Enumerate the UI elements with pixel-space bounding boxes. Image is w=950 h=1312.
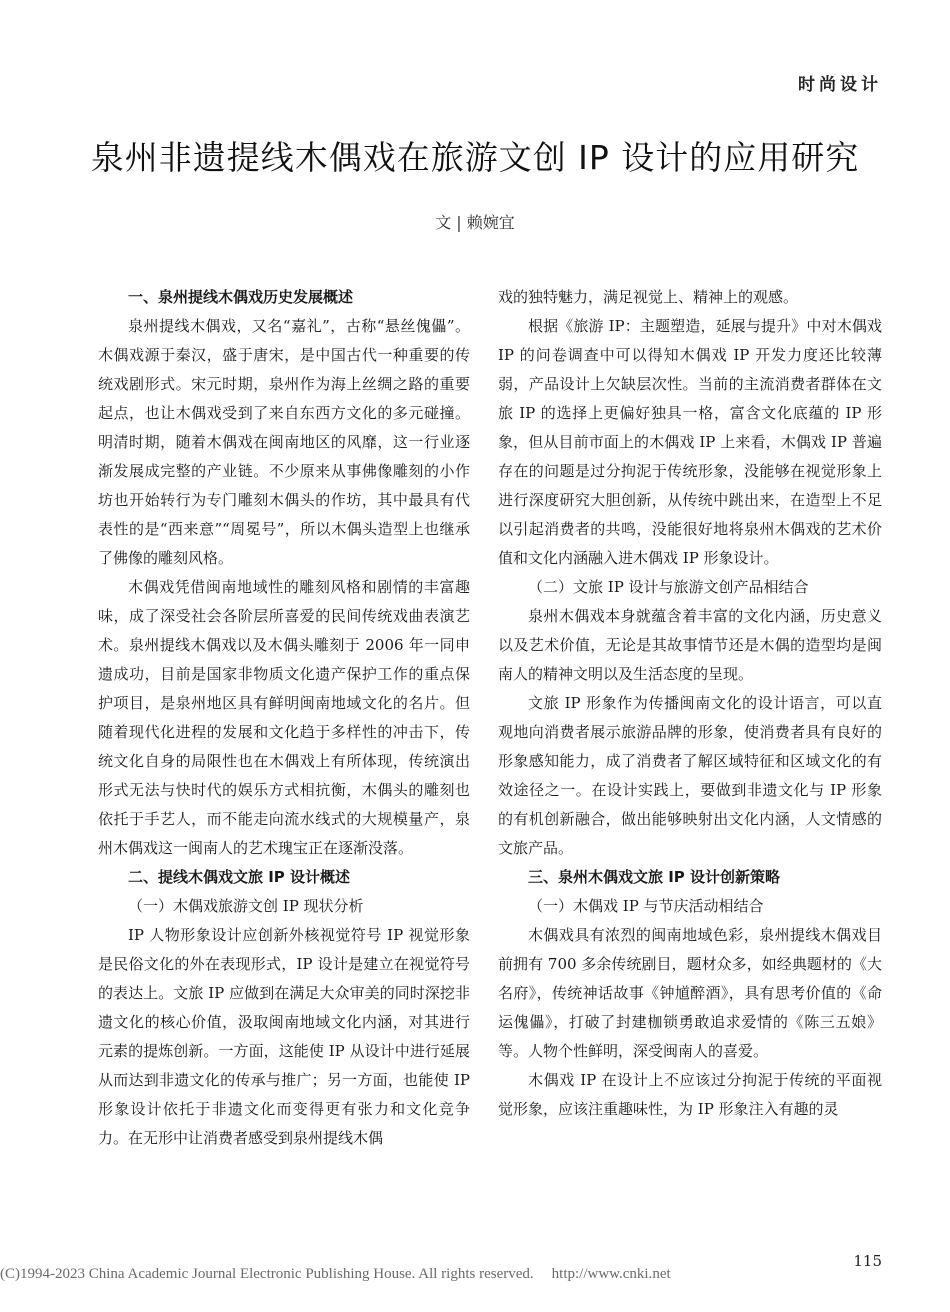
paragraph: IP 人物形象设计应创新外核视觉符号 IP 视觉形象是民俗文化的外在表现形式，IP 设计是建立在视觉符号的表达上。文旅 IP 应做到在满足大众审美的同时深挖非遗文化的核心价值，汲取闽南地域文化内涵，对其进行元素的提炼创新。一方面，这能使 IP 从设计中进行延展从而达到非遗文化的传承与推广；另一方面，也能使 IP 形象设计依托于非遗文化而变得更有张力和文化竞争力。在无形中让消费者感受到泉州提线木偶	[98, 926, 470, 1147]
section-heading-1: 一、泉州提线木偶戏历史发展概述	[128, 288, 354, 306]
paragraph: 木偶戏 IP 在设计上不应该过分拘泥于传统的平面视觉形象，应该注重趣味性，为 IP 形象注入有趣的灵	[498, 1071, 882, 1118]
article-title: 泉州非遗提线木偶戏在旅游文创 IP 设计的应用研究	[90, 138, 860, 177]
paragraph: 戏的独特魅力，满足视觉上、精神上的观感。	[498, 288, 799, 306]
paragraph: 泉州提线木偶戏，又名“嘉礼”，古称“悬丝傀儡”。木偶戏源于秦汉，盛于唐宋，是中国古代一种重要的传统戏剧形式。宋元时期，泉州作为海上丝绸之路的重要起点，也让木偶戏受到了来自东西方文化的多元碰撞。明清时期，随着木偶戏在闽南地区的风靡，这一行业逐渐发展成完整的产业链。不少原来从事佛像雕刻的小作坊也开始转行为专门雕刻木偶头的作坊，其中最具有代表性的是“西来意”“周冕号”，所以木偶头造型上也继承了佛像的雕刻风格。	[98, 317, 470, 567]
paragraph: 文旅 IP 形象作为传播闽南文化的设计语言，可以直观地向消费者展示旅游品牌的形象，使消费者具有良好的形象感知能力，成了消费者了解区域特征和区域文化的有效途径之一。在设计实践上，要做到非遗文化与 IP 形象的有机创新融合，做出能够映射出文化内涵，人文情感的文旅产品。	[498, 694, 882, 857]
paragraph: 泉州木偶戏本身就蕴含着丰富的文化内涵，历史意义以及艺术价值，无论是其故事情节还是木偶的造型均是闽南人的精神文明以及生活态度的呈现。	[498, 607, 882, 683]
paragraph: 木偶戏具有浓烈的闽南地域色彩，泉州提线木偶戏目前拥有 700 多余传统剧目，题材众多，如经典题材的《大名府》，传统神话故事《钟馗醉酒》，具有思考价值的《命运傀儡》，打破了封建枷锁勇敢追求爱情的《陈三五娘》等。人物个性鲜明，深受闽南人的喜爱。	[498, 926, 882, 1060]
left-column	[98, 283, 470, 1153]
section-heading-2: 二、提线木偶戏文旅 IP 设计概述	[128, 868, 351, 886]
article-author: 文 | 赖婉宜	[435, 213, 515, 232]
journal-section-label: 时尚设计	[798, 75, 882, 95]
subsection-heading: （一）木偶戏 IP 与节庆活动相结合	[528, 897, 764, 915]
publisher-url: http://www.cnki.net	[551, 1266, 671, 1282]
copyright-text: (C)1994-2023 China Academic Journal Electronic Publishing House. All rights reserved.	[0, 1266, 534, 1282]
page-number: 115	[853, 1252, 882, 1270]
subsection-heading: （二）文旅 IP 设计与旅游文创产品相结合	[528, 578, 809, 596]
copyright-watermark	[0, 1266, 689, 1283]
section-heading-3: 三、泉州木偶戏文旅 IP 设计创新策略	[528, 868, 781, 886]
paragraph: 根据《旅游 IP：主题塑造，延展与提升》中对木偶戏 IP 的问卷调查中可以得知木偶戏 IP 开发力度还比较薄弱，产品设计上欠缺层次性。当前的主流消费者群体在文旅 IP 的选择上更偏好独具一格，富含文化底蕴的 IP 形象，但从目前市面上的木偶戏 IP 上来看，木偶戏 IP 普遍存在的问题是过分拘泥于传统形象，没能够在视觉形象上进行深度研究大胆创新，从传统中跳出来，在造型上不足以引起消费者的共鸣，没能很好地将泉州木偶戏的艺术价值和文化内涵融入进木偶戏 IP 形象设计。	[498, 317, 882, 567]
right-column	[498, 283, 882, 1124]
paragraph: 木偶戏凭借闽南地域性的雕刻风格和剧情的丰富趣味，成了深受社会各阶层所喜爱的民间传统戏曲表演艺术。泉州提线木偶戏以及木偶头雕刻于 2006 年一同申遗成功，目前是国家非物质文化遗产保护工作的重点保护项目，是泉州地区具有鲜明闽南地域文化的名片。但随着现代化进程的发展和文化趋于多样性的冲击下，传统文化自身的局限性也在木偶戏上有所体现，传统演出形式无法与快时代的娱乐方式相抗衡，木偶头的雕刻也依托于手艺人，而不能走向流水线式的大规模量产，泉州木偶戏这一闽南人的艺术瑰宝正在逐渐没落。	[98, 578, 470, 857]
subsection-heading: （一）木偶戏旅游文创 IP 现状分析	[128, 897, 364, 915]
